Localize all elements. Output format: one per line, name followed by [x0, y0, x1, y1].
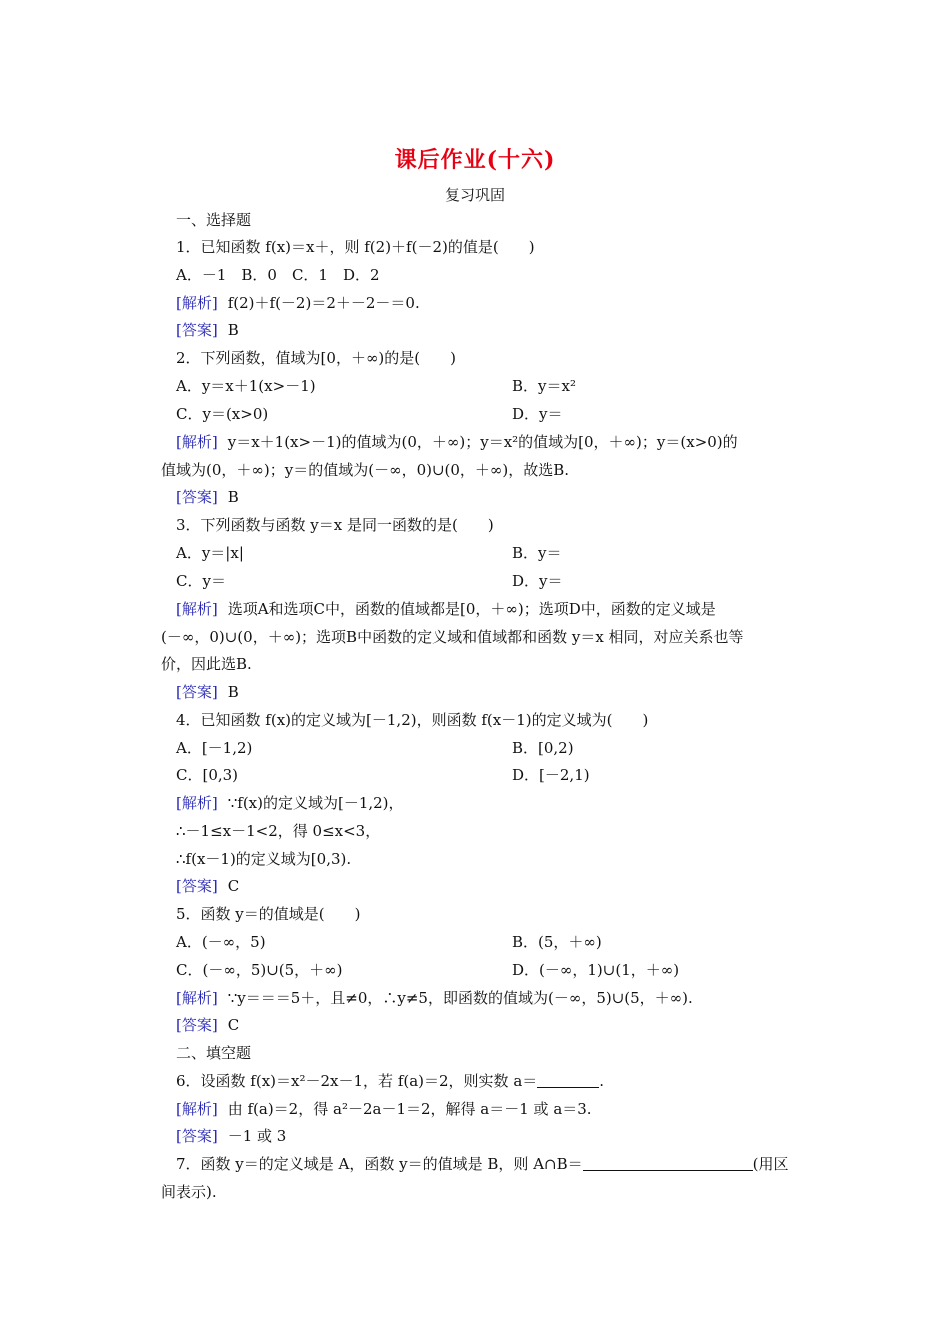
line-text: (－∞，0)∪(0，＋∞)；选项B中函数的定义域和值域都和函数 y＝x 相同，对应关系也等: [161, 628, 744, 646]
text-line: [176, 710, 648, 730]
text-line: [161, 627, 744, 647]
text-line: [176, 210, 251, 230]
text-line: [176, 876, 239, 896]
line-text: 6．设函数 f(x)＝x²－2x－1，若 f(a)＝2，则实数 a＝: [176, 1072, 538, 1090]
text-line: [176, 932, 266, 952]
line-text: B．[0,2): [512, 739, 574, 757]
line-text: 价，因此选B.: [161, 655, 252, 673]
line-text: D．y＝: [512, 572, 563, 590]
text-line: [176, 765, 238, 785]
text-line: [512, 932, 602, 952]
text-line: [176, 571, 226, 591]
analysis-label: [解析]: [176, 600, 218, 618]
line-text: A．y＝x＋1(x>－1): [176, 377, 316, 395]
text-line: [512, 960, 679, 980]
text-line: [176, 1015, 239, 1035]
line-text: 1．已知函数 f(x)＝x＋，则 f(2)＋f(－2)的值是( ): [176, 238, 535, 256]
text-line: [176, 1126, 286, 1146]
answer-blank: [583, 1156, 753, 1171]
text-line: [512, 543, 562, 563]
text-line: [176, 960, 343, 980]
text-line: [161, 460, 569, 480]
line-text: 7．函数 y＝的定义域是 A，函数 y＝的值域是 B，则 A∩B＝: [176, 1155, 583, 1173]
line-text: C．[0,3): [176, 766, 239, 784]
line-text: 3．下列函数与函数 y＝x 是同一函数的是( ): [176, 516, 494, 534]
text-line: [176, 348, 456, 368]
line-text: 5．函数 y＝的值域是( ): [176, 905, 361, 923]
line-text: A．[－1,2): [176, 739, 253, 757]
line-text: D．(－∞，1)∪(1，＋∞): [512, 961, 680, 979]
line-text: －1 或 3: [227, 1127, 287, 1145]
answer-label: [答案]: [176, 488, 218, 506]
text-line: [176, 1099, 592, 1119]
text-line: [176, 265, 380, 285]
text-line: [176, 293, 420, 313]
text-line: [176, 1043, 251, 1063]
answer-label: [答案]: [176, 1016, 218, 1034]
text-line: [512, 765, 590, 785]
line-text: A．y＝|x|: [176, 544, 244, 562]
text-line: [176, 738, 252, 758]
text-line: [176, 1154, 788, 1174]
text-line: [176, 237, 535, 257]
text-line: [161, 1182, 217, 1202]
text-line: [512, 376, 576, 396]
text-line: [176, 904, 361, 924]
line-text: B: [227, 488, 239, 506]
text-line: [161, 654, 252, 674]
answer-label: [答案]: [176, 877, 218, 895]
analysis-label: [解析]: [176, 433, 218, 451]
text-line: [176, 821, 380, 841]
line-text: A．(－∞，5): [176, 933, 266, 951]
line-text: C．y＝(x>0): [176, 405, 269, 423]
analysis-label: [解析]: [176, 989, 218, 1007]
text-line: [176, 515, 494, 535]
text-line: [176, 988, 693, 1008]
analysis-label: [解析]: [176, 1100, 218, 1118]
line-text: 由 f(a)＝2，得 a²－2a－1＝2，解得 a＝－1 或 a＝3.: [227, 1100, 592, 1118]
line-text: 2．下列函数，值域为[0，＋∞)的是( ): [176, 349, 456, 367]
line-text: 选项A和选项C中，函数的值域都是[0，＋∞)；选项D中，函数的定义域是: [227, 600, 716, 618]
line-text: 间表示).: [161, 1183, 217, 1201]
line-text: D．y＝: [512, 405, 563, 423]
line-text: C．y＝: [176, 572, 226, 590]
text-line: [512, 738, 574, 758]
text-line: [176, 320, 239, 340]
line-text-after: (用区: [752, 1155, 789, 1173]
analysis-label: [解析]: [176, 794, 218, 812]
document-title: 课后作业(十六): [394, 147, 556, 173]
text-line: [176, 1071, 604, 1091]
answer-blank: [537, 1073, 599, 1088]
text-line: [176, 793, 404, 813]
line-text: B．(5，＋∞): [512, 933, 602, 951]
line-text: f(2)＋f(－2)＝2＋－2－＝0.: [227, 294, 420, 312]
line-text: B．y＝x²: [512, 377, 576, 395]
text-line: [512, 404, 563, 424]
line-text: C．(－∞，5)∪(5，＋∞): [176, 961, 343, 979]
text-line: [176, 487, 239, 507]
answer-label: [答案]: [176, 683, 218, 701]
line-text: A．－1 B．0 C．1 D．2: [176, 266, 380, 284]
line-text: ∵f(x)的定义域为[－1,2)，: [227, 794, 404, 812]
line-text: 二、填空题: [176, 1044, 252, 1062]
text-line: [176, 543, 244, 563]
line-text: y＝x＋1(x>－1)的值域为(0，＋∞)；y＝x²的值域为[0，＋∞)；y＝(x>0)的: [227, 433, 738, 451]
text-line: [176, 376, 316, 396]
line-text: ∴－1≤x－1<2，得 0≤x<3，: [176, 822, 381, 840]
line-text: D．[－2,1): [512, 766, 590, 784]
text-line: [176, 682, 239, 702]
line-text: C: [227, 1016, 240, 1034]
line-text: 4．已知函数 f(x)的定义域为[－1,2)，则函数 f(x－1)的定义域为( ): [176, 711, 649, 729]
text-line: [176, 599, 716, 619]
analysis-label: [解析]: [176, 294, 218, 312]
line-text: C: [227, 877, 240, 895]
line-text: B: [227, 321, 239, 339]
line-text: ∵y＝＝＝5＋，且≠0，∴y≠5，即函数的值域为(－∞，5)∪(5，＋∞).: [227, 989, 693, 1007]
text-line: [176, 432, 738, 452]
line-text: 一、选择题: [176, 211, 252, 229]
text-line: [176, 849, 351, 869]
answer-label: [答案]: [176, 1127, 218, 1145]
answer-label: [答案]: [176, 321, 218, 339]
text-line: [176, 404, 268, 424]
line-text: 值域为(0，＋∞)；y＝的值域为(－∞，0)∪(0，＋∞)，故选B.: [161, 461, 570, 479]
line-text: ∴f(x－1)的定义域为[0,3).: [176, 850, 352, 868]
line-text: B．y＝: [512, 544, 562, 562]
section-subtitle: 复习巩固: [444, 186, 505, 204]
line-text: B: [227, 683, 239, 701]
line-text-after: .: [599, 1072, 605, 1090]
text-line: [512, 571, 563, 591]
